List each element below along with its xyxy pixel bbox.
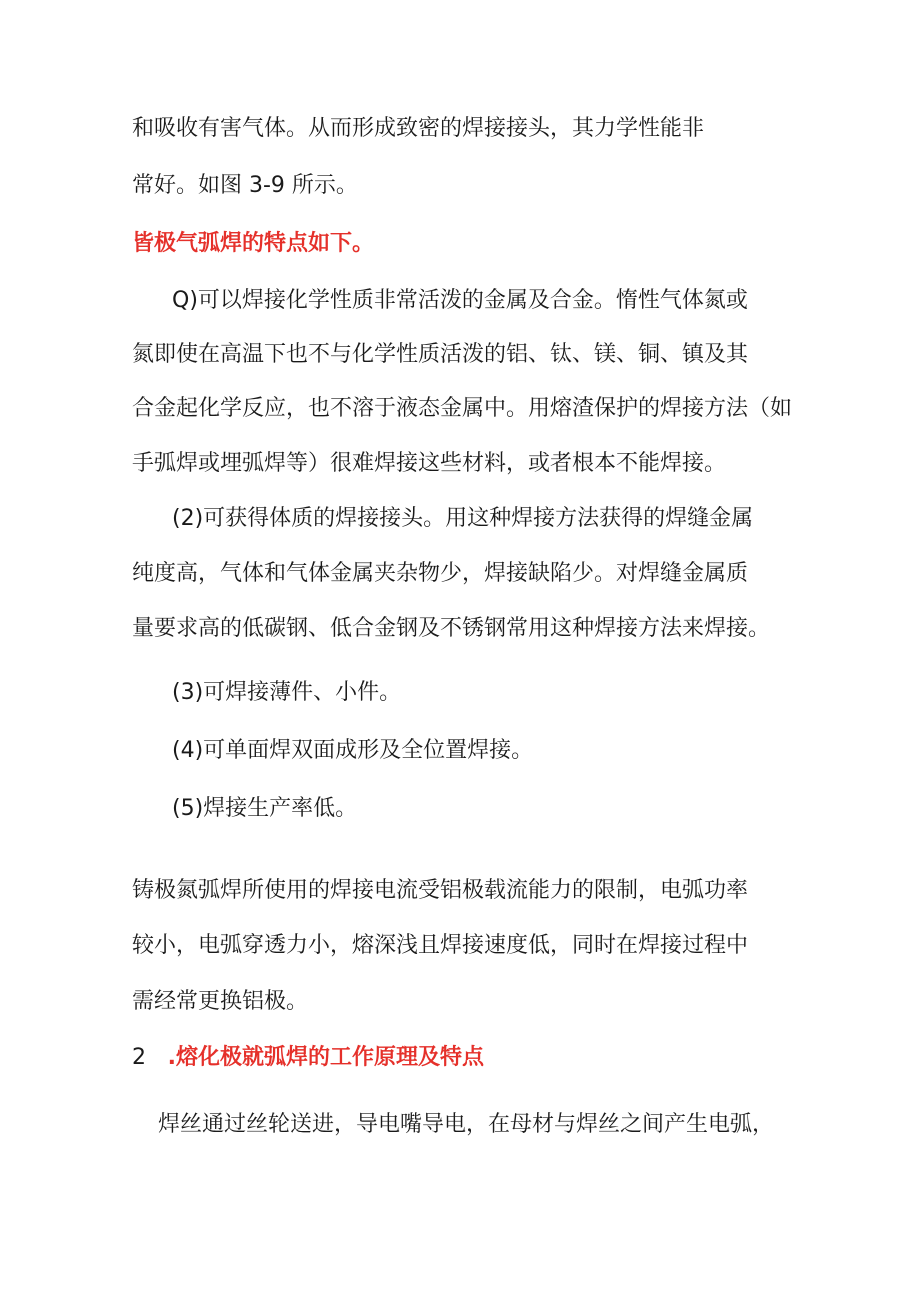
- list-item-5: (5)焊接生产率低。: [172, 796, 358, 821]
- paragraph-line: 铸极氮弧焊所使用的焊接电流受铝极载流能力的限制，电弧功率: [132, 878, 749, 903]
- paragraph-line: 较小，电弧穿透力小，熔深浅且焊接速度低，同时在焊接过程中: [132, 933, 749, 958]
- list-item-1-line: 手弧焊或埋弧焊等）很难焊接这些材料，或者根本不能焊接。: [132, 451, 727, 476]
- list-item-3: (3)可焊接薄件、小件。: [172, 680, 402, 705]
- list-item-2-line: 量要求高的低碳钢、低合金钢及不锈钢常用这种焊接方法来焊接。: [132, 616, 771, 641]
- section-heading: 皆极气弧焊的特点如下。: [132, 231, 375, 256]
- paragraph-line: 焊丝通过丝轮送进，导电嘴导电，在母材与焊丝之间产生电弧，: [158, 1112, 775, 1137]
- list-item-1-line: Q)可以焊接化学性质非常活泼的金属及合金。惰性气体氮或: [172, 288, 748, 313]
- paragraph-line: 和吸收有害气体。从而形成致密的焊接接头，其力学性能非: [132, 116, 705, 141]
- list-item-1-line: 合金起化学反应，也不溶于液态金属中。用熔渣保护的焊接方法（如: [132, 396, 793, 421]
- paragraph-line: 需经常更换铝极。: [132, 989, 309, 1014]
- list-item-1-line: 氮即使在高温下也不与化学性质活泼的铝、钛、镁、铜、镇及其: [132, 342, 749, 367]
- list-item-4: (4)可单面焊双面成形及全位置焊接。: [172, 738, 534, 763]
- list-item-2-line: 纯度高，气体和气体金属夹杂物少，焊接缺陷少。对焊缝金属质: [132, 561, 749, 586]
- list-item-2-line: (2)可获得体质的焊接接头。用这种焊接方法获得的焊缝金属: [172, 506, 754, 531]
- section-number: 2: [132, 1045, 146, 1070]
- paragraph-line: 常好。如图 3-9 所示。: [132, 173, 358, 198]
- section-heading-2: [132, 1043, 484, 1073]
- section-title: .熔化极就弧焊的工作原理及特点: [167, 1045, 485, 1070]
